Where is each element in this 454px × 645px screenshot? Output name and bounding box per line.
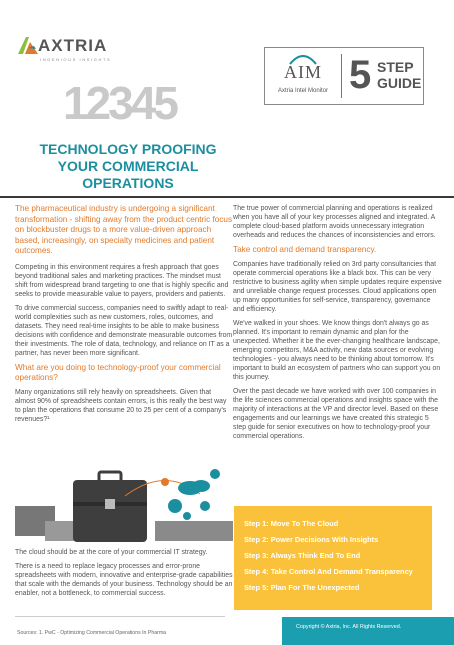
aim-badge [264, 47, 424, 105]
footer-divider [15, 616, 225, 617]
left-column [15, 204, 233, 429]
right-paragraph-4: Over the past decade we have worked with over 100 companies in the life sciences commercial operations and insights space with the majority of interactions at the VP and director level. Based on these engagements and our learnings we have created this strategic 5 step guide for senior executives on how to technology-proof your commercial operations. [233, 387, 439, 440]
aim-divider [341, 54, 342, 98]
left-heading: What are you doing to technology-proof your commercial operations? [15, 362, 221, 382]
aim-logo [265, 48, 341, 104]
big-step-numbers: 12345 [63, 77, 176, 129]
left-paragraph-3: Many organizations still rely heavily on spreadsheets. Given that almost 90% of spreadsheets contain errors, is this really the best way to plan the operations that consume 20 to 25 per cent of a company's revenues?¹ [15, 388, 227, 423]
left-paragraph-2: To drive commercial success, companies need to swiftly adapt to real-world complexities such as new customers, roles, outcomes, and datasets. They need real-time insights to be able to make business decisions with confidence and demonstrate measurable outcomes from their investments. The role of data, technology, and reliance on IT as a partner, has never been more significant. [15, 304, 233, 357]
step-guide-guide: GUIDE [377, 75, 422, 91]
page-title-line-1: TECHNOLOGY PROOFING [39, 141, 217, 157]
left-paragraph-1: Competing in this environment requires a fresh approach that goes beyond traditional sales and marketing practices. The mindset must shift from widespread brand targeting to one that is highly specific and seeks to provide measurable value to payers, providers and patients. [15, 263, 229, 298]
briefcase-illustration-icon [15, 466, 233, 546]
step-guide-number: 5 [349, 53, 372, 97]
right-column [233, 204, 443, 446]
intro-lead: The pharmaceutical industry is undergoing a significant transformation - shifting away from the product centric focus on blockbuster drugs to a more value-driven approach based, increasingly, on specialty medicines and patient outcomes. [15, 204, 233, 255]
step-item-3: Step 3: Always Think End To End [244, 551, 361, 560]
left-paragraph-4: The cloud should be at the core of your commercial IT strategy. [15, 549, 208, 556]
right-paragraph-3: We've walked in your shoes. We know things don't always go as planned. It's important to remain dynamic and plan for the unexpected. Whether it be the ever-changing healthcare landscape, emerging competitors, M&A activity, new data sources or evolving technologies - you always need to be thinking about tomorrow. It's important to build an ecosystem of partners who can support you on this journey. [233, 319, 441, 381]
axtria-logo-icon [16, 34, 40, 58]
page-title-line-2: YOUR COMMERCIAL [57, 158, 199, 174]
header-divider [0, 196, 454, 198]
logo-wordmark: AXTRIA [38, 36, 108, 55]
footer-copyright: Copyright © Axtria, Inc. All Rights Reserved. [282, 617, 454, 645]
right-paragraph-1: The true power of commercial planning and operations is realized when you have all of your key processes aligned and integrated. A complete cloud-based platform avoids unnecessary integration overheads and reduces the chances of inconsistencies and errors. [233, 205, 436, 239]
page-title-line-3: OPERATIONS [82, 175, 174, 191]
step-guide-word: STEP [377, 59, 414, 75]
logo-tagline: INGENIOUS INSIGHTS [40, 57, 112, 62]
left-paragraph-5: There is a need to replace legacy processes and error-prone spreadsheets with modern, innovative and enterprise-grade capabilities that scale with the demands of your business. Technology should be an enabler, not a bottleneck, to commercial success. [15, 563, 233, 597]
step-item-4: Step 4: Take Control And Demand Transparency [244, 567, 413, 576]
footer-sources: Sources: 1. PwC - Optimizing Commercial Operations In Pharma [17, 630, 167, 636]
right-paragraph-2: Companies have traditionally relied on 3rd party consultancies that operate commercial operations like a black box. This can be very restrictive to business agility when simple updates require expensive and unreliable change request processes. Cloud applications open up many opportunities for self-service, transparency, governance and efficiency. [233, 260, 442, 313]
left-column-lower [15, 548, 233, 603]
step-item-5: Step 5: Plan For The Unexpected [244, 583, 360, 592]
step-item-1: Step 1: Move To The Cloud [244, 519, 339, 528]
briefcase-cloud-illustration [15, 466, 233, 546]
right-heading: Take control and demand transparency. [233, 245, 377, 254]
steps-box [234, 506, 432, 610]
axtria-logo [16, 34, 116, 66]
aim-title: AIM [284, 62, 322, 82]
aim-subtitle: Axtria Intel Monitor [277, 88, 329, 94]
step-item-2: Step 2: Power Decisions With Insights [244, 535, 379, 544]
